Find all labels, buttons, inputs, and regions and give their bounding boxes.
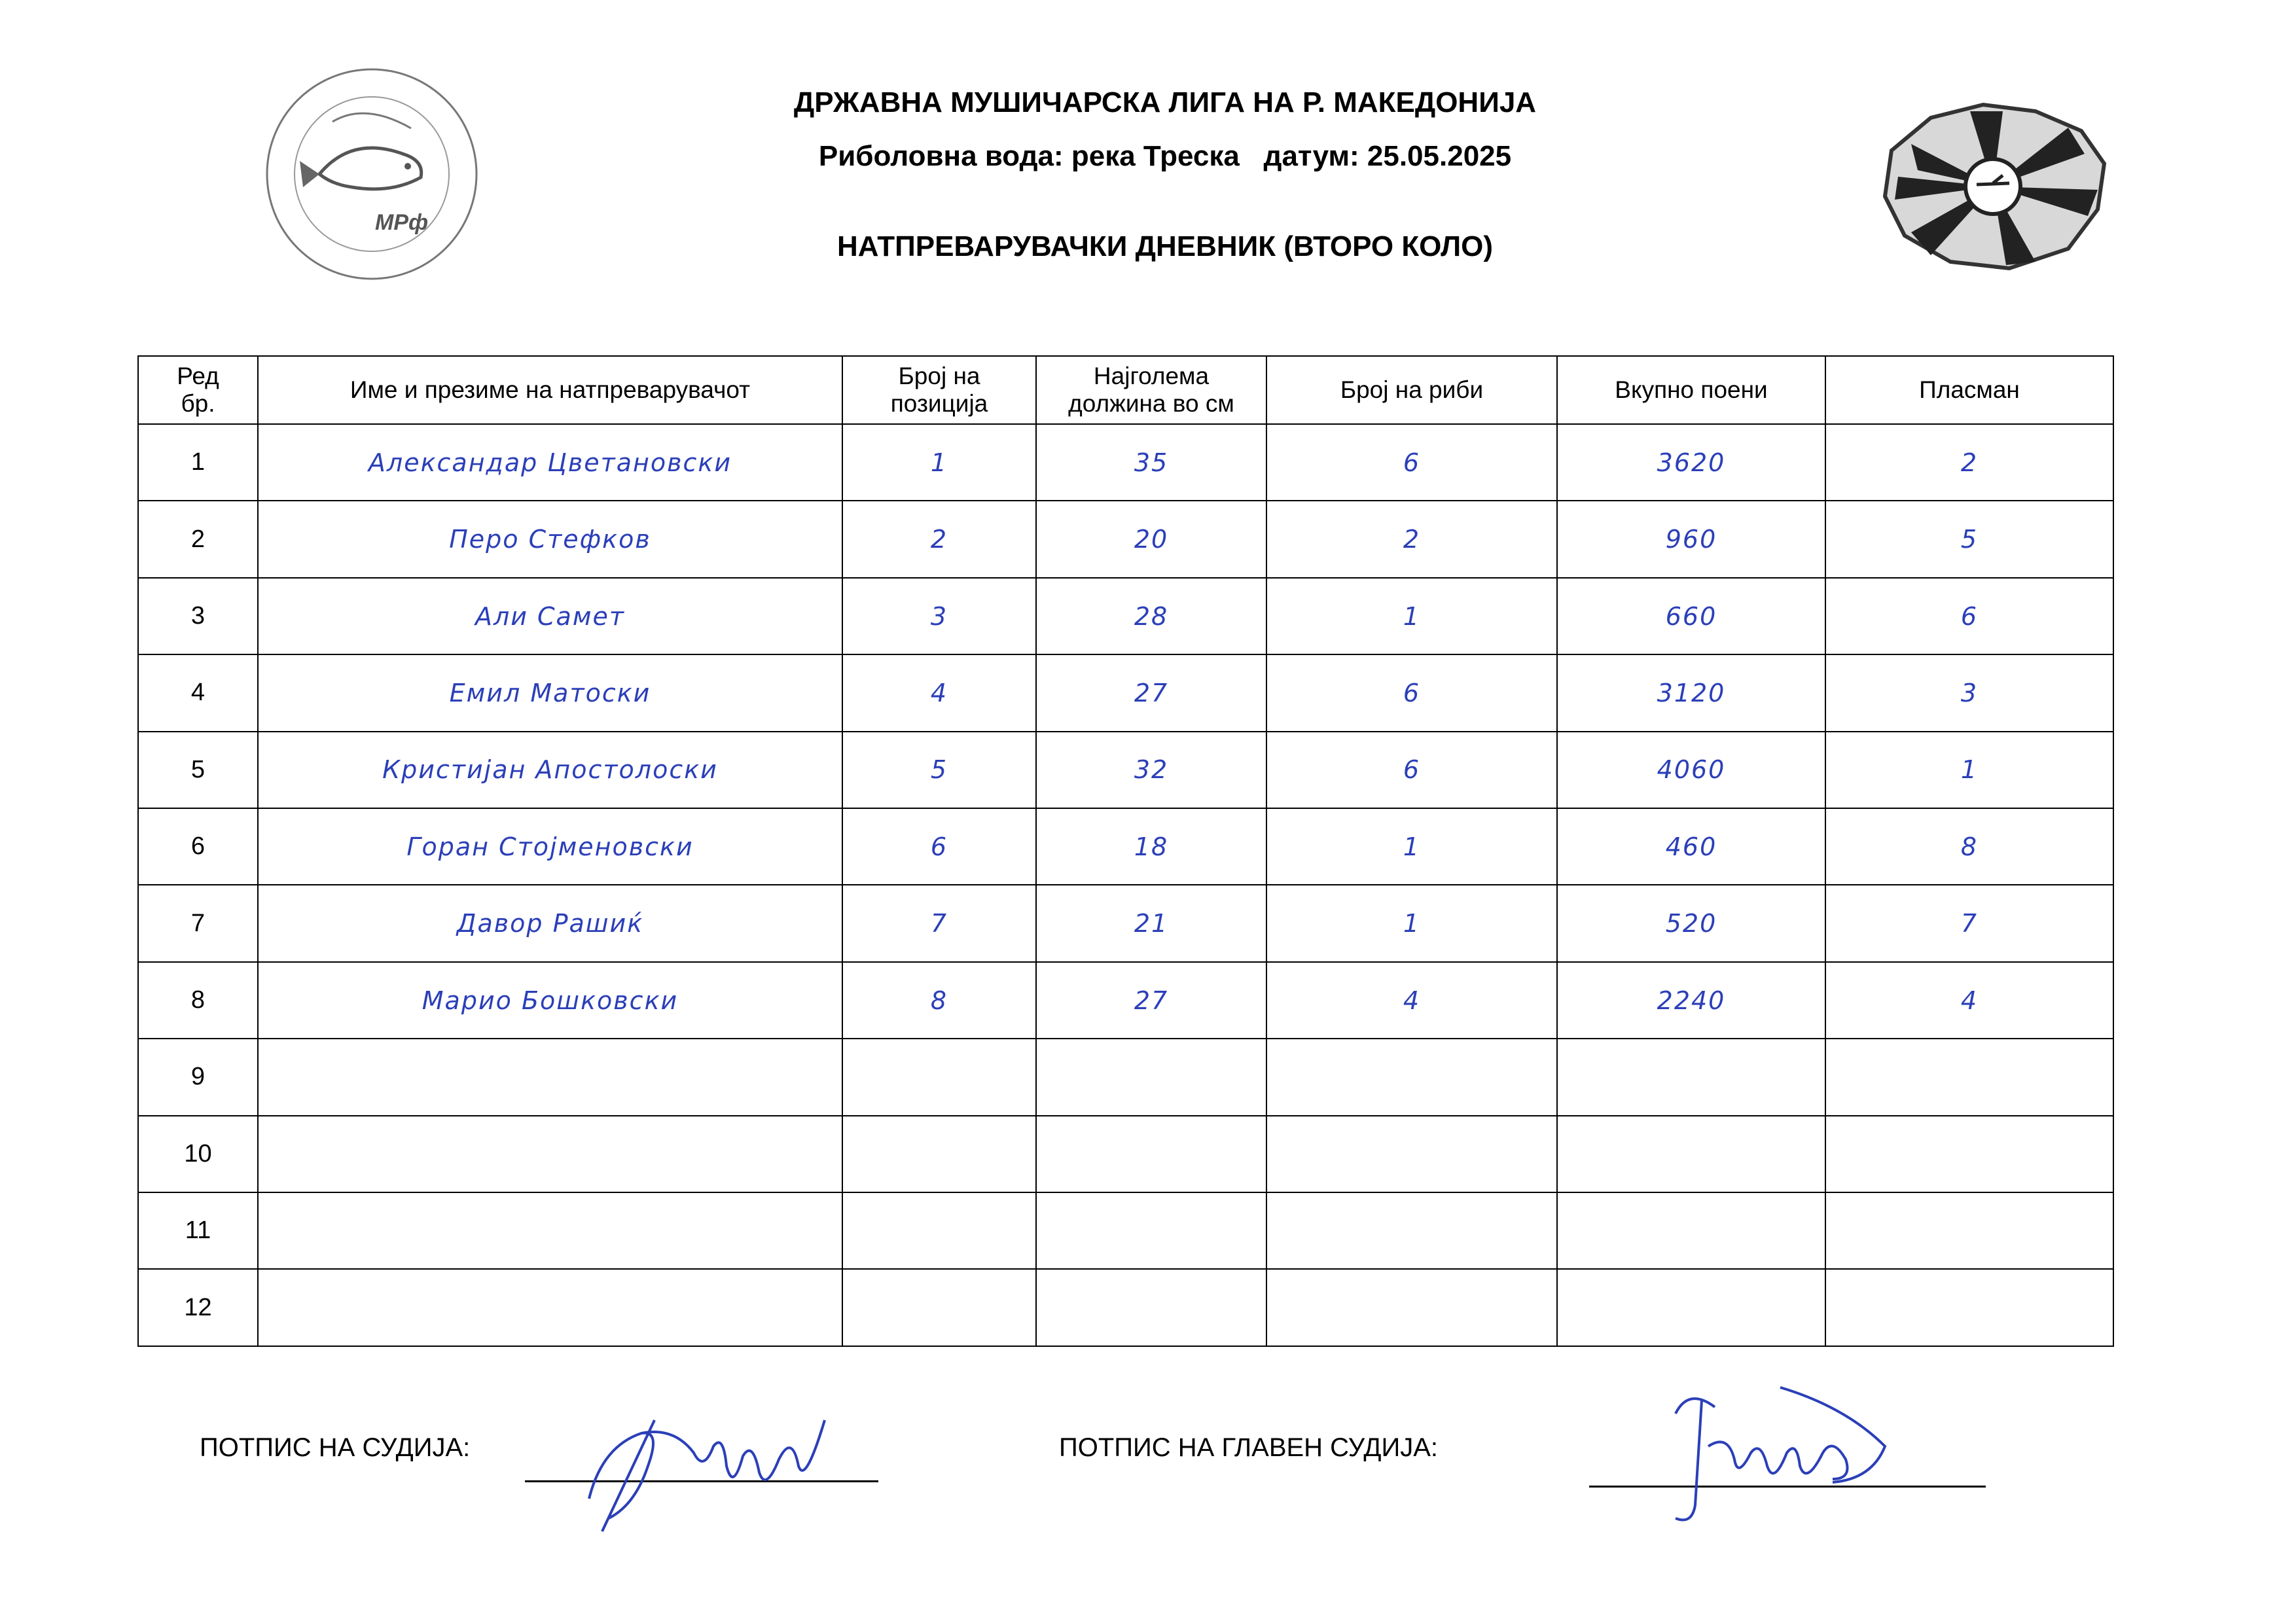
max-length — [1036, 1116, 1266, 1192]
fish-count — [1266, 1192, 1557, 1269]
table-row — [138, 501, 2113, 577]
competitor-name: Давор Рашиќ — [258, 885, 842, 961]
placement: 7 — [1825, 885, 2113, 961]
league-title: ДРЖАВНА МУШИЧАРСКА ЛИГА НА Р. МАКЕДОНИЈА — [793, 86, 1537, 118]
col-header-name: Име и презиме на натпреварувачот — [258, 356, 842, 424]
head-judge-signature — [1636, 1374, 1898, 1531]
svg-text:МРф: МРф — [375, 210, 429, 235]
table-row — [138, 654, 2113, 731]
total-points: 2240 — [1557, 962, 1825, 1039]
macedonia-map-emblem — [1872, 92, 2114, 275]
max-length: 35 — [1036, 424, 1266, 501]
placement — [1825, 1039, 2113, 1115]
placement: 8 — [1825, 808, 2113, 885]
total-points — [1557, 1269, 1825, 1346]
row-number: 1 — [138, 424, 258, 501]
competitor-name — [258, 1269, 842, 1346]
table-row — [138, 1039, 2113, 1115]
col-header-position: Број на позиција — [842, 356, 1036, 424]
table-row — [138, 732, 2113, 808]
fish-count: 1 — [1266, 578, 1557, 654]
table-row — [138, 1116, 2113, 1192]
total-points — [1557, 1116, 1825, 1192]
total-points — [1557, 1039, 1825, 1115]
competitor-name: Марио Бошковски — [258, 962, 842, 1039]
total-points — [1557, 1192, 1825, 1269]
table-row — [138, 1269, 2113, 1346]
row-number: 2 — [138, 501, 258, 577]
row-number: 12 — [138, 1269, 258, 1346]
table-row — [138, 424, 2113, 501]
total-points: 660 — [1557, 578, 1825, 654]
row-number: 6 — [138, 808, 258, 885]
table-row — [138, 578, 2113, 654]
col-header-max-length: Најголема должина во см — [1036, 356, 1266, 424]
position-number: 1 — [842, 424, 1036, 501]
row-number: 3 — [138, 578, 258, 654]
col-header-fish-count: Број на риби — [1266, 356, 1557, 424]
total-points: 4060 — [1557, 732, 1825, 808]
position-number: 5 — [842, 732, 1036, 808]
max-length — [1036, 1269, 1266, 1346]
fish-count — [1266, 1039, 1557, 1115]
placement: 3 — [1825, 654, 2113, 731]
position-number — [842, 1039, 1036, 1115]
max-length: 32 — [1036, 732, 1266, 808]
position-number: 7 — [842, 885, 1036, 961]
row-number: 8 — [138, 962, 258, 1039]
max-length — [1036, 1039, 1266, 1115]
table-row — [138, 808, 2113, 885]
max-length: 27 — [1036, 654, 1266, 731]
competitor-name: Перо Стефков — [258, 501, 842, 577]
placement — [1825, 1269, 2113, 1346]
competition-log-table — [137, 355, 2114, 1347]
competitor-name: Емил Матоски — [258, 654, 842, 731]
placement: 2 — [1825, 424, 2113, 501]
max-length: 18 — [1036, 808, 1266, 885]
total-points: 3620 — [1557, 424, 1825, 501]
head-judge-signature-label: ПОТПИС НА ГЛАВЕН СУДИЈА: — [1059, 1433, 1438, 1462]
position-number — [842, 1269, 1036, 1346]
placement: 4 — [1825, 962, 2113, 1039]
position-number: 2 — [842, 501, 1036, 577]
position-number: 4 — [842, 654, 1036, 731]
fish-count — [1266, 1116, 1557, 1192]
row-number: 5 — [138, 732, 258, 808]
col-header-row-number: Ред бр. — [138, 356, 258, 424]
col-header-total-points: Вкупно поени — [1557, 356, 1825, 424]
max-length: 21 — [1036, 885, 1266, 961]
judge-signature — [563, 1394, 844, 1538]
fish-count: 1 — [1266, 808, 1557, 885]
max-length: 27 — [1036, 962, 1266, 1039]
table-header-row — [138, 356, 2113, 424]
fish-count: 6 — [1266, 424, 1557, 501]
log-heading: НАТПРЕВАРУВАЧКИ ДНЕВНИК (ВТОРО КОЛО) — [836, 230, 1494, 262]
placement: 6 — [1825, 578, 2113, 654]
competitor-name: Александар Цветановски — [258, 424, 842, 501]
total-points: 3120 — [1557, 654, 1825, 731]
venue-date-line: Риболовна вода: река Треска датум: 25.05.2025 — [818, 140, 1512, 172]
placement — [1825, 1192, 2113, 1269]
total-points: 520 — [1557, 885, 1825, 961]
placement — [1825, 1116, 2113, 1192]
table-row — [138, 885, 2113, 961]
table-row — [138, 962, 2113, 1039]
competitor-name: Горан Стојменовски — [258, 808, 842, 885]
max-length: 28 — [1036, 578, 1266, 654]
competitor-name: Кристијан Апостолоски — [258, 732, 842, 808]
fish-count: 1 — [1266, 885, 1557, 961]
max-length: 20 — [1036, 501, 1266, 577]
placement: 1 — [1825, 732, 2113, 808]
row-number: 4 — [138, 654, 258, 731]
competitor-name — [258, 1116, 842, 1192]
position-number — [842, 1192, 1036, 1269]
fish-count: 4 — [1266, 962, 1557, 1039]
fish-count — [1266, 1269, 1557, 1346]
table-row — [138, 1192, 2113, 1269]
fish-count: 6 — [1266, 654, 1557, 731]
total-points: 460 — [1557, 808, 1825, 885]
total-points: 960 — [1557, 501, 1825, 577]
position-number — [842, 1116, 1036, 1192]
position-number: 3 — [842, 578, 1036, 654]
placement: 5 — [1825, 501, 2113, 577]
position-number: 6 — [842, 808, 1036, 885]
row-number: 10 — [138, 1116, 258, 1192]
row-number: 11 — [138, 1192, 258, 1269]
row-number: 9 — [138, 1039, 258, 1115]
fish-count: 6 — [1266, 732, 1557, 808]
fishing-federation-logo — [260, 63, 483, 285]
position-number: 8 — [842, 962, 1036, 1039]
col-header-placement: Пласман — [1825, 356, 2113, 424]
competitor-name — [258, 1039, 842, 1115]
judge-signature-label: ПОТПИС НА СУДИЈА: — [200, 1433, 471, 1462]
row-number: 7 — [138, 885, 258, 961]
max-length — [1036, 1192, 1266, 1269]
competitor-name — [258, 1192, 842, 1269]
competitor-name: Али Самет — [258, 578, 842, 654]
fish-count: 2 — [1266, 501, 1557, 577]
